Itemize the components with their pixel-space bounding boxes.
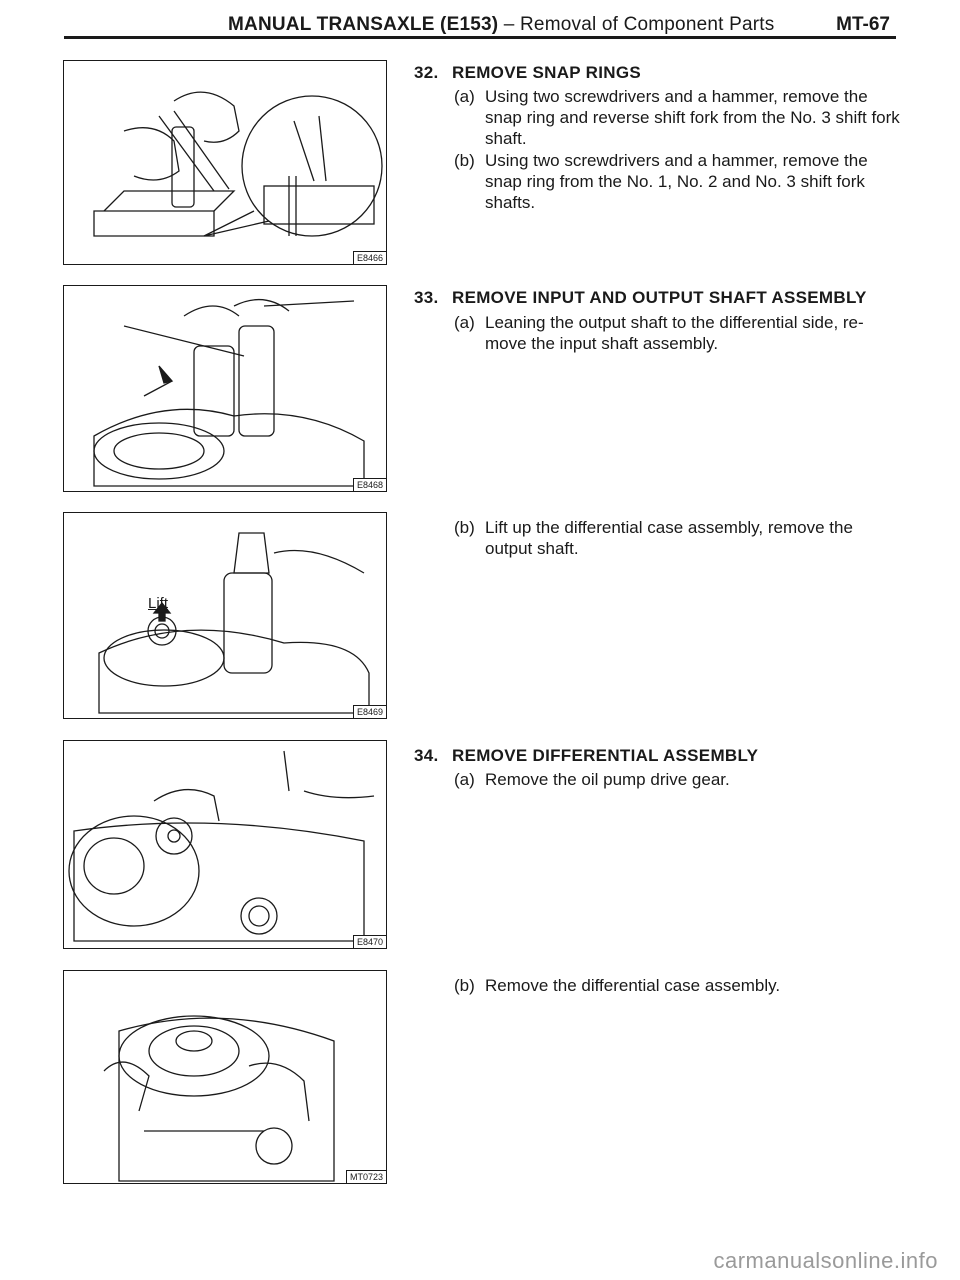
step-title: REMOVE DIFFERENTIAL ASSEMBLY	[452, 746, 759, 765]
item-label: (b)	[454, 518, 475, 537]
figure-code: E8469	[353, 705, 386, 718]
item-text: Remove the differential case assembly.	[485, 976, 781, 995]
item-label: (a)	[454, 87, 475, 106]
figure-shaft-removal	[63, 285, 387, 492]
item-label: (b)	[454, 151, 475, 170]
item-label: (a)	[454, 770, 475, 789]
header-rule	[64, 36, 896, 39]
snap-ring-illustration	[64, 61, 386, 264]
page-number: MT-67	[836, 14, 890, 35]
step-33-item-a	[454, 312, 904, 354]
step-title: REMOVE INPUT AND OUTPUT SHAFT ASSEMBLY	[452, 288, 867, 307]
figure-lift-differential	[63, 512, 387, 719]
figure-oil-pump-gear	[63, 740, 387, 949]
page-title: MANUAL TRANSAXLE (E153) – Removal of Component Parts	[228, 14, 775, 35]
watermark: carmanualsonline.info	[713, 1248, 938, 1273]
step-number: 34.	[414, 746, 439, 765]
step-33-item-b	[454, 517, 904, 559]
item-text: Leaning the output shaft to the differential side, re-move the input shaft assembly.	[485, 313, 864, 353]
shaft-removal-illustration	[64, 286, 386, 491]
oil-pump-gear-illustration	[64, 741, 386, 948]
item-label: (a)	[454, 313, 475, 332]
step-34-item-a	[454, 769, 904, 790]
step-34-item-b	[454, 975, 904, 996]
lift-label: Lift	[148, 595, 169, 612]
figure-code: MT0723	[346, 1170, 386, 1183]
step-32-item-a	[454, 86, 904, 149]
step-34-heading	[414, 745, 904, 766]
item-text: Lift up the differential case assembly, remove the output shaft.	[485, 518, 853, 558]
step-32-heading	[414, 62, 904, 83]
item-label: (b)	[454, 976, 475, 995]
item-text: Using two screwdrivers and a hammer, remove the snap ring and reverse shift fork from the No. 3 shift fork shaft.	[485, 87, 900, 148]
differential-case-illustration	[64, 971, 386, 1183]
step-number: 33.	[414, 288, 439, 307]
step-title: REMOVE SNAP RINGS	[452, 63, 641, 82]
figure-code: E8466	[353, 251, 386, 264]
figure-code: E8468	[353, 478, 386, 491]
figure-code: E8470	[353, 935, 386, 948]
step-32-item-b	[454, 150, 904, 213]
figure-differential-case	[63, 970, 387, 1184]
step-33-heading	[414, 287, 904, 308]
figure-snap-ring	[63, 60, 387, 265]
item-text: Using two screwdrivers and a hammer, remove the snap ring from the No. 1, No. 2 and No. 3 shift fork shafts.	[485, 151, 868, 212]
lift-differential-illustration	[64, 513, 386, 718]
step-number: 32.	[414, 63, 439, 82]
item-text: Remove the oil pump drive gear.	[485, 770, 730, 789]
